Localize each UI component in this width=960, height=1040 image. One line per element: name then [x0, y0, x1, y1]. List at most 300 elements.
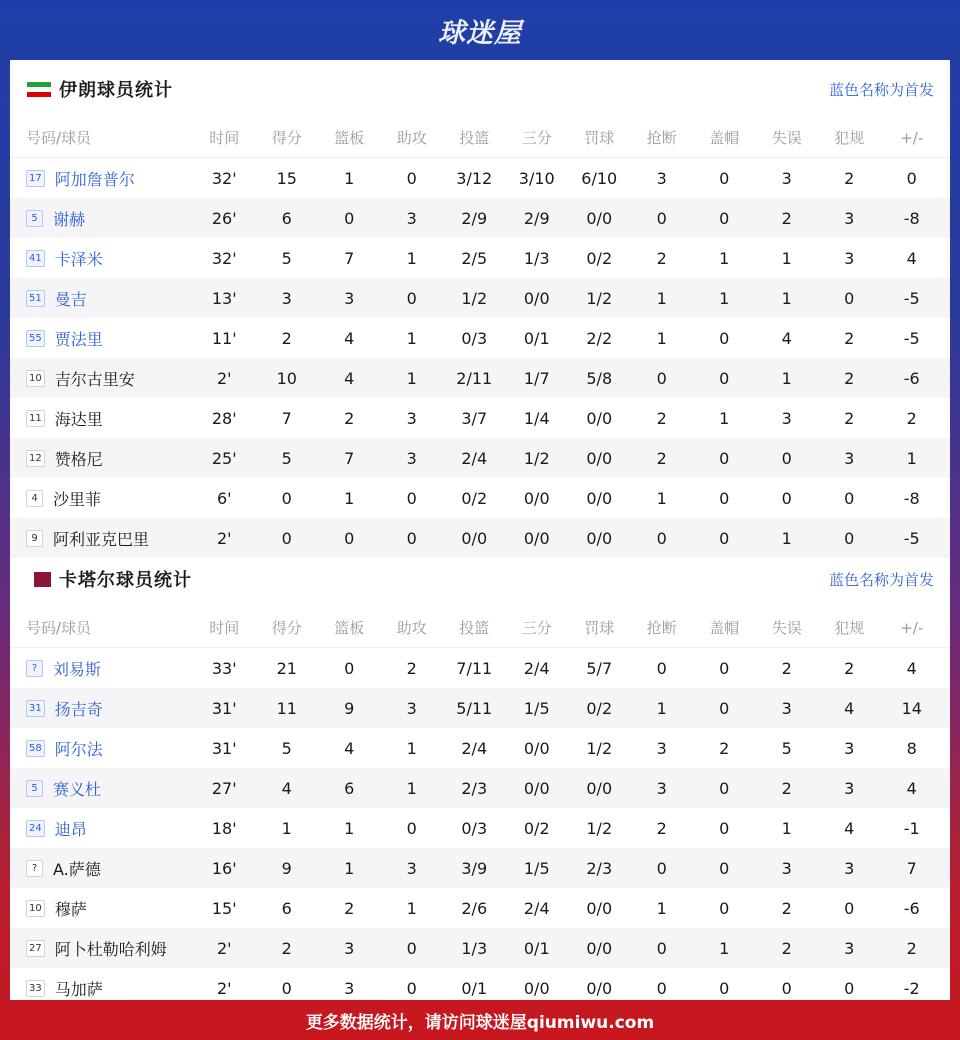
player-row	[10, 648, 950, 688]
stat-cell: 2	[344, 898, 355, 918]
stat-cell: 2/2	[586, 328, 613, 348]
section-title-bar	[10, 60, 950, 118]
stat-cell: 2	[906, 938, 917, 958]
stat-cell: 3	[344, 938, 355, 958]
column-header: 罚球	[584, 619, 615, 637]
stat-cell: 1/5	[523, 858, 550, 878]
stat-cell: 0	[656, 208, 667, 228]
stat-cell: 2	[844, 368, 855, 388]
stat-cell: 0	[844, 488, 855, 508]
stat-cell: 0	[781, 488, 792, 508]
stat-cell: 5/8	[586, 368, 613, 388]
stat-cell: 1/2	[586, 818, 613, 838]
stat-cell: 0	[719, 858, 730, 878]
stat-cell: 1	[344, 818, 355, 838]
player-name: 海达里	[54, 409, 103, 429]
stat-cell: -1	[903, 818, 920, 838]
stat-cell: 0/0	[586, 448, 613, 468]
stat-cell: 3/9	[461, 858, 488, 878]
stat-cell: 4	[844, 818, 855, 838]
stat-cell: 1/2	[523, 448, 550, 468]
stat-cell: 0	[719, 488, 730, 508]
stat-cell: 0/0	[586, 528, 613, 548]
header	[0, 0, 960, 60]
stat-cell: 0/0	[586, 408, 613, 428]
stat-cell: 2	[781, 658, 792, 678]
jersey-number-badge: 27	[26, 940, 45, 957]
stat-cell: -2	[903, 978, 920, 998]
stat-cell: 32'	[211, 248, 237, 268]
player-name: 赛义杜	[53, 779, 102, 799]
stat-cell: 1	[719, 408, 730, 428]
column-header: 篮板	[334, 619, 365, 637]
player-row	[10, 688, 950, 728]
stat-cell: 0/2	[586, 698, 613, 718]
stat-cell: 3	[406, 408, 417, 428]
stat-cell: 0	[656, 658, 667, 678]
stat-cell: 5	[281, 448, 292, 468]
qatar-flag-icon	[27, 572, 51, 587]
player-name: 刘易斯	[53, 659, 102, 679]
stat-cell: 0	[844, 978, 855, 998]
stat-cell: 1	[719, 288, 730, 308]
player-cell	[10, 817, 193, 840]
stat-cell: 3	[844, 248, 855, 268]
flag-stripe-red	[27, 92, 51, 97]
player-row	[10, 318, 950, 358]
stat-cell: 28'	[211, 408, 237, 428]
stat-cell: 2	[281, 938, 292, 958]
player-name: 阿卜杜勒哈利姆	[54, 939, 167, 959]
stat-cell: 1	[281, 818, 292, 838]
player-row	[10, 238, 950, 278]
player-name: 阿加詹普尔	[54, 169, 135, 189]
jersey-number-badge: 31	[26, 700, 45, 717]
column-header: 投篮	[459, 129, 490, 147]
stat-cell: 3	[844, 208, 855, 228]
stat-cell: 1	[781, 248, 792, 268]
player-cell	[10, 527, 193, 550]
stat-cell: 27'	[211, 778, 237, 798]
stat-cell: 1/4	[523, 408, 550, 428]
footer-banner: 更多数据统计，请访问球迷屋qiumiwu.com	[305, 1012, 655, 1033]
player-cell	[10, 407, 193, 430]
stat-cell: 1	[906, 448, 917, 468]
stat-cell: 6'	[216, 488, 232, 508]
stat-cell: 3	[844, 778, 855, 798]
flag-stripe-maroon	[34, 572, 51, 587]
stat-cell: 2'	[216, 978, 232, 998]
player-row	[10, 158, 950, 198]
stat-cell: 2/4	[461, 448, 488, 468]
column-header: 抢断	[646, 129, 677, 147]
stat-cell: 2	[344, 408, 355, 428]
stat-cell: 6	[281, 208, 292, 228]
player-cell	[10, 207, 193, 230]
player-row	[10, 278, 950, 318]
stat-cell: 1/7	[523, 368, 550, 388]
stat-cell: 21	[276, 658, 297, 678]
jersey-number-badge: ?	[26, 660, 43, 677]
column-header: +/-	[900, 618, 924, 637]
stat-cell: 0/0	[523, 738, 550, 758]
column-header: 得分	[271, 129, 302, 147]
player-cell	[10, 697, 193, 720]
stat-cell: -8	[903, 208, 920, 228]
column-header: 得分	[271, 619, 302, 637]
stats-card	[10, 60, 950, 1000]
stat-cell: 3	[406, 208, 417, 228]
stat-cell: 16'	[211, 858, 237, 878]
stat-cell: 0	[406, 288, 417, 308]
stat-cell: 0/0	[523, 528, 550, 548]
stat-cell: 3	[656, 778, 667, 798]
stat-cell: 1	[781, 368, 792, 388]
stat-cell: 7/11	[456, 658, 493, 678]
jersey-number-badge: 11	[26, 410, 45, 427]
stat-cell: 1/3	[523, 248, 550, 268]
stat-cell: 0/0	[523, 288, 550, 308]
column-header: 犯规	[834, 129, 865, 147]
stat-cell: 18'	[211, 818, 237, 838]
stat-cell: 0	[406, 168, 417, 188]
stat-cell: 1/2	[586, 288, 613, 308]
jersey-number-badge: 17	[26, 170, 45, 187]
iran-flag-icon	[27, 82, 51, 97]
stat-cell: 3	[781, 408, 792, 428]
stat-cell: 3/12	[456, 168, 493, 188]
stat-cell: 7	[344, 448, 355, 468]
stat-cell: 26'	[211, 208, 237, 228]
stat-cell: 0	[656, 938, 667, 958]
column-header: 篮板	[334, 129, 365, 147]
stat-cell: 1	[656, 698, 667, 718]
stat-cell: 0/3	[461, 818, 488, 838]
player-cell	[10, 247, 193, 270]
stat-cell: 11	[276, 698, 297, 718]
stat-cell: 9	[344, 698, 355, 718]
stat-cell: 4	[344, 738, 355, 758]
stat-cell: 5	[781, 738, 792, 758]
player-cell	[10, 327, 193, 350]
stat-cell: 2'	[216, 368, 232, 388]
stat-cell: 5	[281, 738, 292, 758]
stat-cell: 2	[781, 778, 792, 798]
player-name: 赞格尼	[54, 449, 103, 469]
player-name: 曼吉	[54, 289, 87, 309]
stat-cell: 3/10	[518, 168, 555, 188]
stat-cell: 3	[844, 738, 855, 758]
player-cell	[10, 367, 193, 390]
stat-cell: 2/6	[461, 898, 488, 918]
stat-cell: 14	[901, 698, 922, 718]
stat-cell: 0	[719, 818, 730, 838]
stat-cell: 2	[719, 738, 730, 758]
stat-cell: 0	[844, 288, 855, 308]
stat-cell: 0	[719, 208, 730, 228]
stat-cell: 2'	[216, 938, 232, 958]
stat-cell: 5	[281, 248, 292, 268]
flag-stripe-white	[27, 572, 34, 587]
stat-cell: 0/0	[523, 978, 550, 998]
player-cell	[10, 287, 193, 310]
stat-cell: 0	[719, 978, 730, 998]
stat-cell: 0/0	[586, 208, 613, 228]
team-section-iran	[10, 60, 950, 558]
player-row	[10, 768, 950, 808]
stat-cell: 0	[281, 488, 292, 508]
stat-cell: 0	[281, 528, 292, 548]
stat-cell: -5	[903, 328, 920, 348]
stat-cell: 31'	[211, 738, 237, 758]
table-header	[10, 608, 950, 648]
stat-cell: 2	[656, 448, 667, 468]
stat-cell: 1	[656, 328, 667, 348]
stat-cell: 2	[844, 168, 855, 188]
jersey-number-badge: ?	[26, 860, 43, 877]
stat-cell: 2/3	[461, 778, 488, 798]
starter-legend-note: 蓝色名称为首发	[828, 570, 934, 589]
player-row	[10, 728, 950, 768]
stat-cell: 0	[656, 858, 667, 878]
stat-cell: 0	[719, 898, 730, 918]
stat-cell: 6	[344, 778, 355, 798]
stat-cell: -8	[903, 488, 920, 508]
stat-cell: 3/7	[461, 408, 488, 428]
column-header: 助攻	[396, 619, 427, 637]
player-cell	[10, 487, 193, 510]
stat-cell: 32'	[211, 168, 237, 188]
stat-cell: 0	[656, 978, 667, 998]
stat-cell: 0	[406, 818, 417, 838]
stat-cell: 7	[344, 248, 355, 268]
table-body	[10, 648, 950, 1008]
stat-cell: 2/9	[461, 208, 488, 228]
column-header: 罚球	[584, 129, 615, 147]
stat-cell: 2/4	[523, 898, 550, 918]
player-name: 穆萨	[54, 899, 87, 919]
stat-cell: 1	[344, 858, 355, 878]
stat-cell: 0/0	[586, 978, 613, 998]
stat-cell: 0/2	[586, 248, 613, 268]
player-name: 卡泽米	[54, 249, 103, 269]
stat-cell: 0	[281, 978, 292, 998]
player-name: 谢赫	[53, 209, 86, 229]
stat-cell: 0	[719, 528, 730, 548]
team-section-qatar	[10, 550, 950, 1008]
stat-cell: 5/7	[586, 658, 613, 678]
starter-legend-note: 蓝色名称为首发	[828, 80, 934, 99]
player-cell	[10, 937, 193, 960]
stat-cell: 1	[719, 938, 730, 958]
stat-cell: -6	[903, 898, 920, 918]
stat-cell: 11'	[211, 328, 237, 348]
player-name: 沙里菲	[53, 489, 102, 509]
jersey-number-badge: 58	[26, 740, 45, 757]
jersey-number-badge: 12	[26, 450, 45, 467]
stat-cell: 4	[344, 328, 355, 348]
stat-cell: 0	[719, 658, 730, 678]
stat-cell: 0	[719, 448, 730, 468]
stat-cell: 2/4	[523, 658, 550, 678]
column-header: 三分	[521, 129, 552, 147]
column-header: 三分	[521, 619, 552, 637]
stat-cell: 0	[844, 898, 855, 918]
column-header: 时间	[209, 619, 240, 637]
player-cell	[10, 857, 193, 880]
stat-cell: 3	[406, 698, 417, 718]
stat-cell: 2	[844, 408, 855, 428]
stat-cell: 3	[844, 938, 855, 958]
stat-cell: 0	[844, 528, 855, 548]
stat-cell: 2	[406, 658, 417, 678]
stat-cell: 0/0	[586, 898, 613, 918]
column-header: 失误	[771, 129, 802, 147]
column-header: 助攻	[396, 129, 427, 147]
player-name: 迪昂	[54, 819, 87, 839]
stat-cell: 1	[406, 898, 417, 918]
stat-cell: 4	[281, 778, 292, 798]
stat-cell: 2/11	[456, 368, 493, 388]
stat-cell: 0	[719, 778, 730, 798]
stat-cell: 1	[406, 738, 417, 758]
stat-cell: 3	[406, 858, 417, 878]
stat-cell: 3	[844, 448, 855, 468]
stat-cell: 3	[844, 858, 855, 878]
stat-cell: 3	[656, 738, 667, 758]
stat-cell: 0	[781, 978, 792, 998]
stat-cell: 3	[344, 288, 355, 308]
stat-cell: 0	[781, 448, 792, 468]
stat-cell: 0	[719, 328, 730, 348]
stat-cell: 3	[656, 168, 667, 188]
stat-cell: 0	[344, 528, 355, 548]
stat-cell: 0/1	[461, 978, 488, 998]
stat-cell: 7	[281, 408, 292, 428]
stat-cell: -5	[903, 288, 920, 308]
column-header: 号码/球员	[26, 129, 92, 147]
stat-cell: 1	[781, 818, 792, 838]
stat-cell: 1	[406, 248, 417, 268]
stat-cell: 1	[656, 898, 667, 918]
stat-cell: 2	[656, 818, 667, 838]
team-title: 卡塔尔球员统计	[59, 570, 192, 591]
table-body	[10, 158, 950, 558]
stat-cell: 0/0	[523, 778, 550, 798]
player-row	[10, 888, 950, 928]
player-name: 阿尔法	[54, 739, 103, 759]
stat-cell: 2/9	[523, 208, 550, 228]
player-cell	[10, 657, 193, 680]
stat-cell: 2	[656, 248, 667, 268]
stat-cell: 0/0	[523, 488, 550, 508]
player-row	[10, 438, 950, 478]
player-cell	[10, 167, 193, 190]
stat-cell: 4	[906, 778, 917, 798]
stat-cell: 0	[406, 488, 417, 508]
stat-cell: 3	[781, 168, 792, 188]
player-row	[10, 478, 950, 518]
stat-cell: 2	[781, 898, 792, 918]
stat-cell: 0	[719, 168, 730, 188]
stat-cell: 4	[781, 328, 792, 348]
stat-cell: 0/2	[523, 818, 550, 838]
stat-cell: 0	[406, 938, 417, 958]
stat-cell: 1	[719, 248, 730, 268]
player-row	[10, 928, 950, 968]
jersey-number-badge: 9	[26, 530, 43, 547]
stat-cell: 8	[906, 738, 917, 758]
stat-cell: 2	[281, 328, 292, 348]
jersey-number-badge: 4	[26, 490, 43, 507]
column-header: 投篮	[459, 619, 490, 637]
player-name: 贾法里	[54, 329, 103, 349]
stat-cell: 3	[281, 288, 292, 308]
stat-cell: 9	[281, 858, 292, 878]
stat-cell: 7	[906, 858, 917, 878]
stat-cell: 1	[406, 328, 417, 348]
stat-cell: 0	[719, 368, 730, 388]
stat-cell: 0/0	[586, 488, 613, 508]
player-name: 吉尔古里安	[54, 369, 135, 389]
table-header	[10, 118, 950, 158]
stat-cell: -5	[903, 528, 920, 548]
column-header: 盖帽	[709, 129, 740, 147]
stat-cell: 4	[344, 368, 355, 388]
stat-cell: 33'	[211, 658, 237, 678]
column-header: 抢断	[646, 619, 677, 637]
stat-cell: 0	[344, 208, 355, 228]
stat-cell: 6	[281, 898, 292, 918]
jersey-number-badge: 51	[26, 290, 45, 307]
stat-cell: 3	[344, 978, 355, 998]
stat-cell: 0/0	[586, 938, 613, 958]
stat-cell: 2/5	[461, 248, 488, 268]
column-header: 盖帽	[709, 619, 740, 637]
player-name: 阿利亚克巴里	[53, 529, 150, 549]
stat-cell: 1	[781, 288, 792, 308]
stat-cell: 0	[719, 698, 730, 718]
stat-cell: 1/5	[523, 698, 550, 718]
stat-cell: 13'	[211, 288, 237, 308]
stat-cell: 6/10	[581, 168, 618, 188]
stat-cell: 1/3	[461, 938, 488, 958]
stat-cell: 15	[276, 168, 297, 188]
jersey-number-badge: 10	[26, 900, 45, 917]
section-title-bar	[10, 550, 950, 608]
stat-cell: 2	[656, 408, 667, 428]
stat-cell: 2	[844, 328, 855, 348]
jersey-number-badge: 24	[26, 820, 45, 837]
stat-cell: 25'	[211, 448, 237, 468]
stat-cell: 1	[656, 288, 667, 308]
stat-cell: 2	[781, 938, 792, 958]
stat-cell: 2	[781, 208, 792, 228]
jersey-number-badge: 5	[26, 210, 43, 227]
stat-cell: 3	[781, 858, 792, 878]
player-cell	[10, 737, 193, 760]
player-row	[10, 398, 950, 438]
jersey-number-badge: 33	[26, 980, 45, 997]
column-header: 犯规	[834, 619, 865, 637]
stat-cell: 1	[344, 168, 355, 188]
player-row	[10, 808, 950, 848]
stat-cell: 2/4	[461, 738, 488, 758]
stat-cell: 4	[844, 698, 855, 718]
stat-cell: 0	[406, 528, 417, 548]
player-row	[10, 848, 950, 888]
player-cell	[10, 777, 193, 800]
